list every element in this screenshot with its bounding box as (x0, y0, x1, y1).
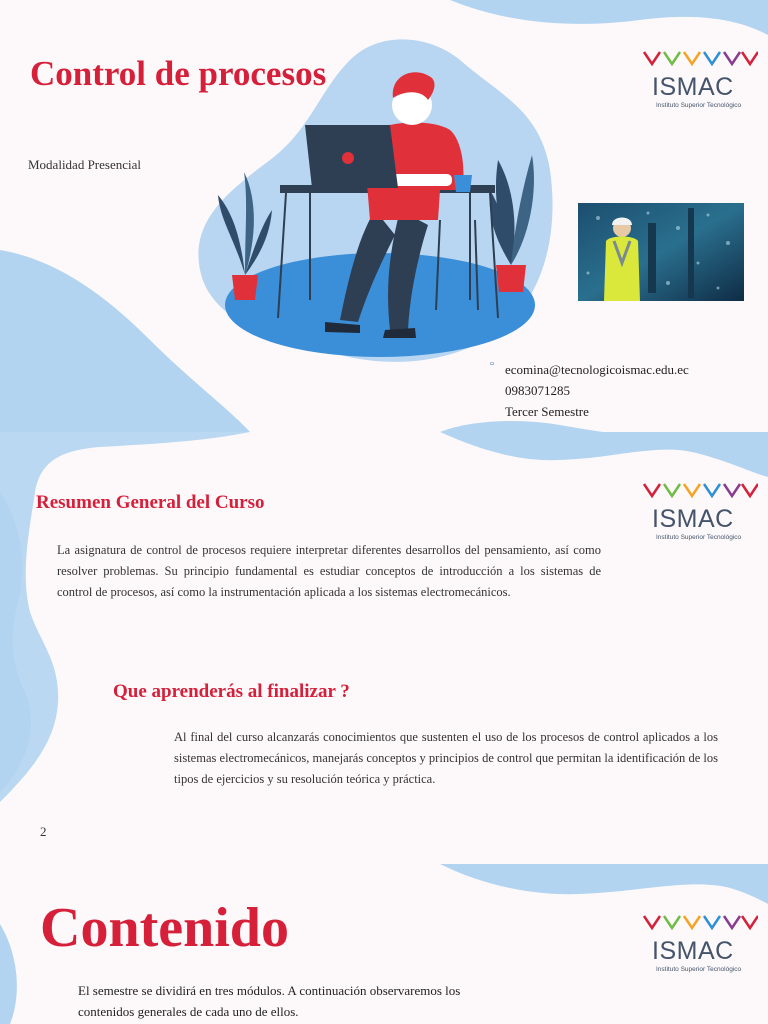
logo-chevrons-icon (642, 46, 758, 70)
slide-title: Contenido (40, 897, 289, 959)
summary-text: La asignatura de control de procesos requiere interpretar diferentes desarrollos del pensamiento, así como resolver problemas. Su principio fundamental es estudiar conceptos de introducción a los sistemas de control de procesos, así como la instrumentación aplicada a los sistemas electromecánicos. (57, 543, 601, 599)
logo-chevrons-icon (642, 910, 758, 934)
logo-name: ISMAC (652, 505, 734, 533)
summary-heading: Resumen General del Curso (36, 492, 265, 513)
ismac-logo (642, 910, 762, 973)
contact-semester: Tercer Semestre (505, 404, 589, 419)
contact-phone: 0983071285 (505, 383, 570, 398)
contents-intro: El semestre se dividirá en tres módulos. A continuación observaremos los contenidos generales de cada uno de ellos. (78, 983, 461, 1019)
slide-subtitle: Modalidad Presencial (28, 157, 141, 172)
bullet-icon: ▫ (490, 358, 494, 370)
slide-title: Control de procesos (30, 54, 327, 93)
contact-info (505, 359, 689, 422)
logo-tagline: Instituto Superior Tecnológico (656, 966, 742, 973)
person-at-desk-illustration (200, 60, 540, 360)
page-number: 2 (40, 824, 47, 839)
slide-2 (0, 432, 768, 864)
contact-email[interactable]: ecomina@tecnologicoismac.edu.ec (505, 362, 689, 377)
slide-1 (0, 0, 768, 432)
logo-name: ISMAC (652, 937, 734, 965)
industrial-worker-photo (578, 203, 744, 301)
logo-tagline: Instituto Superior Tecnológico (656, 534, 742, 541)
ismac-logo (642, 46, 762, 109)
learning-heading: Que aprenderás al finalizar ? (113, 681, 350, 702)
logo-name: ISMAC (652, 73, 734, 101)
ismac-logo (642, 478, 762, 541)
logo-tagline: Instituto Superior Tecnológico (656, 102, 742, 109)
logo-chevrons-icon (642, 478, 758, 502)
slide-3 (0, 864, 768, 1024)
learning-text: Al final del curso alcanzarás conocimientos que sustenten el uso de los procesos de control aplicados a los sistemas electromecánicos, manejarás conceptos y principios de control que permitan la identificación de los tipos de ejercicios y su resolución teórica y práctica. (174, 730, 718, 786)
